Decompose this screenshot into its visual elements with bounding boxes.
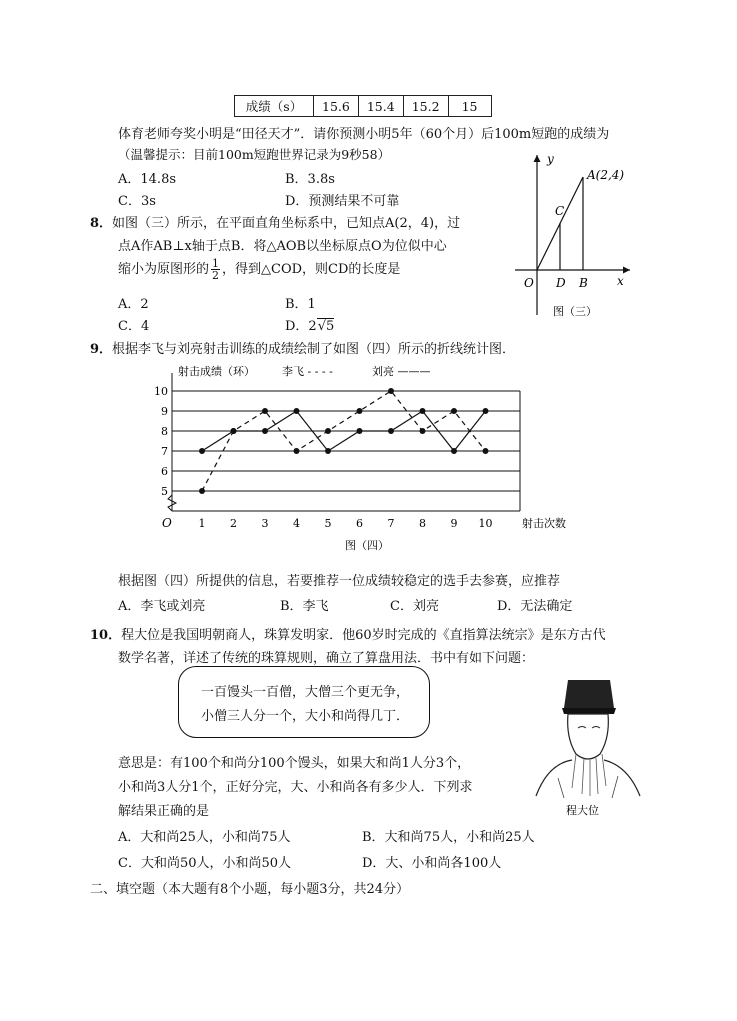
- score-table: [234, 95, 492, 117]
- q9-option-a[interactable]: A．李飞或刘亮: [118, 599, 206, 614]
- cheng-dawei-portrait: [528, 668, 646, 818]
- data-point: [294, 408, 300, 414]
- q7-option-d[interactable]: D．预测结果不可靠: [285, 194, 400, 209]
- point-B-label: B: [579, 276, 588, 290]
- q8-option-d-label: D．2: [285, 319, 317, 334]
- x-tick-label: 3: [261, 517, 269, 530]
- data-point: [451, 448, 457, 454]
- q8-text: [90, 212, 460, 231]
- q8-option-c[interactable]: C．4: [118, 319, 150, 334]
- q9-option-d[interactable]: D．无法确定: [497, 599, 573, 614]
- y-tick-label: 6: [161, 465, 168, 478]
- x-tick-label: 7: [387, 517, 395, 530]
- y-tick-label: 9: [161, 405, 168, 418]
- x-tick-label: 8: [419, 517, 426, 530]
- y-axis-label: y: [547, 152, 554, 166]
- chart-xlabel: 射击次数: [522, 517, 566, 530]
- x-tick-label: 10: [478, 517, 493, 530]
- q8-option-d[interactable]: [285, 315, 334, 334]
- q10-meaning-2: 小和尚3人分1个，正好分完，大、小和尚各有多少人．下列求: [118, 780, 473, 795]
- x-tick-label: 5: [324, 517, 332, 530]
- table-cell: 15.2: [403, 96, 448, 117]
- data-point: [451, 408, 457, 414]
- q10-option-b[interactable]: B．大和尚75人，小和尚25人: [362, 830, 535, 845]
- q7-line1: 体育老师夸奖小明是“田径天才”．请你预测小明5年（60个月）后100m短跑的成绩为: [118, 127, 610, 142]
- radicand: 5: [326, 319, 335, 334]
- data-point: [294, 448, 300, 454]
- q8-line1: 如图（三）所示，在平面直角坐标系中，已知点A(2，4)，过: [112, 216, 461, 231]
- q10-option-d[interactable]: D．大、小和尚各100人: [362, 856, 502, 871]
- chart-origin-label: O: [162, 516, 172, 530]
- x-tick-label: 6: [356, 517, 363, 530]
- y-tick-label: 10: [154, 385, 168, 398]
- point-C-label: C: [555, 204, 565, 218]
- poem-line-1: 一百馒头一百僧，大僧三个更无争，: [201, 685, 410, 700]
- poem-box: [178, 666, 430, 738]
- q7-option-b[interactable]: B．3.8s: [285, 172, 335, 187]
- data-point: [483, 448, 489, 454]
- q8-option-a[interactable]: A．2: [118, 297, 149, 312]
- q10-meaning-3: 解结果正确的是: [118, 804, 210, 819]
- q8-line2: 点A作AB⊥x轴于点B．将△AOB以坐标原点O为位似中心: [118, 239, 447, 254]
- q7-line2: （温馨提示：目前100m短跑世界记录为9秒58）: [118, 147, 391, 162]
- q10-meaning-1: 意思是：有100个和尚分100个馒头，如果大和尚1人分3个，: [118, 756, 471, 771]
- q10-option-c[interactable]: C．大和尚50人，小和尚50人: [118, 856, 292, 871]
- question-number: 10．: [90, 628, 122, 643]
- y-tick-label: 7: [161, 445, 168, 458]
- portrait-face: [568, 714, 609, 759]
- data-point: [420, 408, 426, 414]
- y-tick-label: 5: [161, 485, 168, 498]
- table-cell: 15.6: [314, 96, 359, 117]
- q10-option-a[interactable]: A．大和尚25人，小和尚75人: [118, 830, 291, 845]
- data-point: [325, 428, 331, 434]
- chart-caption: 图（四）: [345, 539, 389, 552]
- table-cell: 15.4: [358, 96, 403, 117]
- x-tick-label: 4: [293, 517, 300, 530]
- data-point: [357, 428, 363, 434]
- q7-option-c[interactable]: C．3s: [118, 194, 156, 209]
- data-point: [199, 448, 205, 454]
- table-row: [235, 96, 492, 117]
- data-point: [231, 428, 237, 434]
- q7-option-a[interactable]: A．14.8s: [118, 172, 177, 187]
- fraction: [211, 258, 220, 281]
- q9-option-c[interactable]: C．刘亮: [390, 599, 439, 614]
- portrait-caption: 程大位: [566, 804, 599, 817]
- poem-line-2: 小僧三人分一个，大小和尚得几丁．: [201, 709, 410, 724]
- x-tick-label: 1: [198, 517, 206, 530]
- table-cell: 成绩（s）: [235, 96, 314, 117]
- data-point: [325, 448, 331, 454]
- fraction-numerator: 1: [212, 257, 220, 270]
- legend-li-fei: 李飞 - - - -: [282, 365, 333, 378]
- origin-label: O: [524, 276, 534, 290]
- q8-line3-pre: 缩小为原图形的: [118, 262, 210, 277]
- data-point: [483, 408, 489, 414]
- portrait-robe: [536, 760, 640, 796]
- x-tick-label: 9: [450, 517, 458, 530]
- fraction-denominator: 2: [212, 269, 220, 282]
- data-point: [388, 428, 394, 434]
- x-tick-label: 2: [230, 517, 237, 530]
- x-axis-label: x: [617, 274, 624, 288]
- figure-4-line-chart: [150, 355, 620, 555]
- data-point: [262, 408, 268, 414]
- data-point: [262, 428, 268, 434]
- point-A-label: A(2,4): [587, 168, 625, 182]
- figure-3-caption: 图（三）: [553, 305, 597, 318]
- q10-line1: 程大位是我国明朝商人，珠算发明家．他60岁时完成的《直指算法统宗》是东方古代: [121, 628, 606, 643]
- table-cell: 15: [448, 96, 491, 117]
- y-tick-label: 8: [161, 425, 168, 438]
- q8-option-b[interactable]: B．1: [285, 297, 316, 312]
- data-point: [199, 488, 205, 494]
- data-point: [420, 428, 426, 434]
- figure-3-coordinate-diagram: [505, 145, 640, 325]
- q8-line3-post: ，得到△COD，则CD的长度是: [222, 262, 401, 277]
- q9-option-b[interactable]: B．李飞: [280, 599, 329, 614]
- chart-ylabel: 射击成绩（环）: [178, 365, 255, 378]
- sqrt-radicand: √5: [317, 319, 335, 334]
- q10-text: [90, 624, 606, 643]
- data-point: [357, 408, 363, 414]
- portrait-hat: [564, 680, 614, 708]
- data-point: [388, 388, 394, 394]
- q9-line: 根据李飞与刘亮射击训练的成绩绘制了如图（四）所示的折线统计图．: [112, 342, 516, 357]
- legend-liu-liang: 刘亮 ———: [372, 365, 431, 378]
- question-number: 8．: [90, 216, 113, 231]
- q9-question: 根据图（四）所提供的信息，若要推荐一位成绩较稳定的选手去参赛，应推荐: [118, 574, 561, 589]
- point-D-label: D: [556, 276, 566, 290]
- section-2-heading: 二、填空题（本大题有8个小题，每小题3分，共24分）: [90, 882, 410, 897]
- q10-line2: 数学名著，详述了传统的珠算规则，确立了算盘用法．书中有如下问题：: [118, 651, 535, 666]
- question-number: 9．: [90, 342, 113, 357]
- q8-line3: [118, 258, 400, 281]
- portrait-beard: [572, 754, 606, 796]
